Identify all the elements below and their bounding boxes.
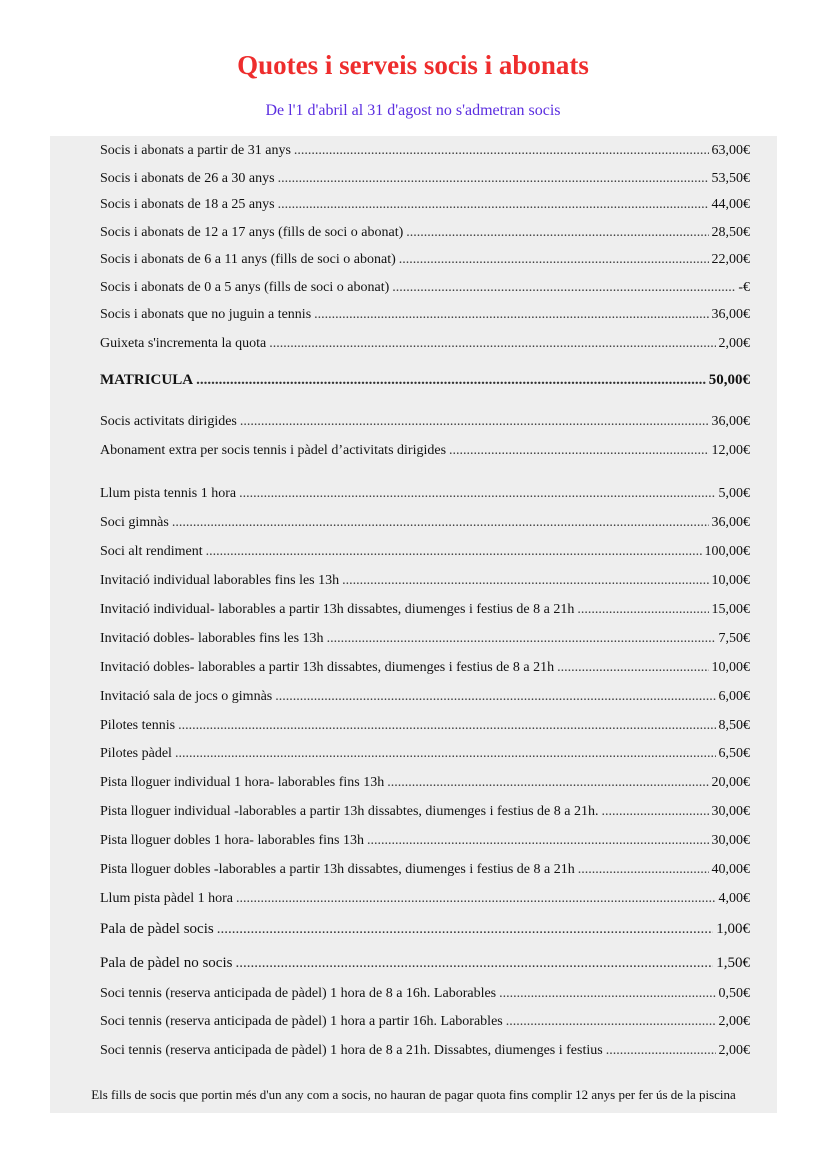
- price-row: [100, 804, 750, 824]
- item-price: 100,00€: [704, 544, 750, 559]
- leader-dots: [178, 718, 715, 734]
- item-label: Invitació dobles- laborables fins les 13h: [100, 631, 324, 646]
- item-label: Llum pista tennis 1 hora: [100, 486, 237, 501]
- leader-dots: [606, 1043, 716, 1059]
- item-price: 44,00€: [711, 197, 750, 212]
- price-row: [100, 280, 750, 300]
- price-row: [100, 225, 750, 245]
- item-price: 6,00€: [718, 689, 750, 704]
- item-label: Socis i abonats de 6 a 11 anys (fills de soci o abonat): [100, 252, 396, 267]
- price-row: [100, 986, 750, 1006]
- price-row: [100, 660, 750, 680]
- price-row: [100, 544, 750, 564]
- leader-dots: [196, 372, 706, 389]
- leader-dots: [294, 143, 709, 159]
- leader-dots: [577, 602, 708, 618]
- item-price: 28,50€: [711, 225, 750, 240]
- item-label: Soci tennis (reserva anticipada de pàdel) 1 hora a partir 16h. Laborables: [100, 1014, 503, 1029]
- item-price: 15,00€: [711, 602, 750, 617]
- price-row: [100, 307, 750, 327]
- price-row: [100, 602, 750, 622]
- item-label: Socis i abonats a partir de 31 anys: [100, 143, 291, 158]
- price-row: [100, 573, 750, 593]
- price-row: [100, 171, 750, 191]
- item-price: 53,50€: [711, 171, 750, 186]
- price-row: [100, 833, 750, 853]
- item-label: Soci tennis (reserva anticipada de pàdel) 1 hora de 8 a 16h. Laborables: [100, 986, 497, 1001]
- item-price: 36,00€: [711, 414, 750, 429]
- item-label: Pista lloguer dobles 1 hora- laborables fins 13h: [100, 833, 365, 848]
- leader-dots: [406, 225, 708, 241]
- item-label: MATRICULA: [100, 372, 194, 388]
- leader-dots: [278, 197, 709, 213]
- price-row: [100, 955, 750, 975]
- price-row: [100, 631, 750, 651]
- item-price: 30,00€: [711, 804, 750, 819]
- item-label: Guixeta s'incrementa la quota: [100, 336, 267, 351]
- item-price: 8,50€: [718, 718, 750, 733]
- leader-dots: [399, 252, 709, 268]
- price-row: [100, 143, 750, 163]
- item-price: 6,50€: [718, 746, 750, 761]
- item-price: 5,00€: [718, 486, 750, 501]
- leader-dots: [342, 573, 708, 589]
- item-label: Socis i abonats que no juguin a tennis: [100, 307, 312, 322]
- item-price: 12,00€: [711, 443, 750, 458]
- price-row: [100, 414, 750, 434]
- page-title: Quotes i serveis socis i abonats: [237, 50, 589, 80]
- leader-dots: [506, 1014, 716, 1030]
- leader-dots: [601, 804, 708, 820]
- item-label: Invitació individual laborables fins les 13h: [100, 573, 340, 588]
- item-label: Invitació dobles- laborables a partir 13h dissabtes, diumenges i festius de 8 a 21h: [100, 660, 555, 675]
- item-label: Socis i abonats de 26 a 30 anys: [100, 171, 275, 186]
- item-price: 2,00€: [718, 1014, 750, 1029]
- price-row: [100, 718, 750, 738]
- item-label: Socis activitats dirigides: [100, 414, 237, 429]
- price-row: [100, 515, 750, 535]
- leader-dots: [387, 775, 708, 791]
- leader-dots: [175, 746, 716, 762]
- price-row: [100, 775, 750, 795]
- item-label: Soci tennis (reserva anticipada de pàdel) 1 hora de 8 a 21h. Dissabtes, diumenges i festius: [100, 1043, 603, 1058]
- item-label: Invitació sala de jocs o gimnàs: [100, 689, 273, 704]
- item-label: Soci gimnàs: [100, 515, 169, 530]
- item-label: Invitació individual- laborables a partir 13h dissabtes, diumenges i festius de 8 a 21h: [100, 602, 575, 617]
- item-price: 10,00€: [711, 660, 750, 675]
- item-price: 10,00€: [711, 573, 750, 588]
- price-row-matricula: [100, 372, 750, 392]
- item-price: 7,50€: [718, 631, 750, 646]
- item-label: Llum pista pàdel 1 hora: [100, 891, 233, 906]
- item-price: 1,00€: [716, 921, 750, 937]
- item-label: Socis i abonats de 0 a 5 anys (fills de soci o abonat): [100, 280, 390, 295]
- leader-dots: [240, 414, 709, 430]
- item-label: Pista lloguer individual 1 hora- laborables fins 13h: [100, 775, 385, 790]
- item-price: 20,00€: [711, 775, 750, 790]
- item-label: Pilotes pàdel: [100, 746, 172, 761]
- footer-note: Els fills de socis que portin més d'un any com a socis, no hauran de pagar quota fins complir 12 anys per fer ús de la piscina: [91, 1087, 736, 1102]
- leader-dots: [172, 515, 709, 531]
- price-row: [100, 197, 750, 217]
- price-row: [100, 746, 750, 766]
- price-row: [100, 1014, 750, 1034]
- item-label: Pala de pàdel no socis: [100, 955, 233, 971]
- leader-dots: [236, 891, 716, 907]
- item-price: 0,50€: [718, 986, 750, 1001]
- item-label: Pista lloguer individual -laborables a partir 13h dissabtes, diumenges i festius de 8 a 21h.: [100, 804, 599, 819]
- price-row: [100, 921, 750, 941]
- leader-dots: [392, 280, 735, 296]
- price-row: [100, 486, 750, 506]
- item-label: Socis i abonats de 18 a 25 anys: [100, 197, 275, 212]
- leader-dots: [278, 171, 709, 187]
- price-row: [100, 252, 750, 272]
- item-price: 50,00€: [708, 372, 750, 388]
- item-price: 36,00€: [711, 515, 750, 530]
- leader-dots: [578, 862, 709, 878]
- item-label: Pala de pàdel socis: [100, 921, 214, 937]
- price-row: [100, 891, 750, 911]
- leader-dots: [217, 921, 714, 938]
- item-price: 2,00€: [718, 1043, 750, 1058]
- leader-dots: [239, 486, 715, 502]
- leader-dots: [269, 336, 715, 352]
- price-row: [100, 336, 750, 356]
- item-price: 1,50€: [716, 955, 750, 971]
- page-subtitle: De l'1 d'abril al 31 d'agost no s'admetran socis: [265, 102, 561, 119]
- leader-dots: [449, 443, 708, 459]
- item-price: 40,00€: [711, 862, 750, 877]
- leader-dots: [275, 689, 715, 705]
- item-price: -€: [738, 280, 750, 295]
- leader-dots: [557, 660, 708, 676]
- item-price: 4,00€: [718, 891, 750, 906]
- item-label: Pilotes tennis: [100, 718, 176, 733]
- item-price: 2,00€: [718, 336, 750, 351]
- leader-dots: [206, 544, 702, 560]
- leader-dots: [499, 986, 715, 1002]
- price-row: [100, 1043, 750, 1063]
- item-price: 36,00€: [711, 307, 750, 322]
- leader-dots: [314, 307, 708, 323]
- price-row: [100, 862, 750, 882]
- leader-dots: [367, 833, 708, 849]
- item-label: Pista lloguer dobles -laborables a partir 13h dissabtes, diumenges i festius de 8 a 21h: [100, 862, 575, 877]
- item-label: Socis i abonats de 12 a 17 anys (fills de soci o abonat): [100, 225, 404, 240]
- leader-dots: [327, 631, 716, 647]
- item-price: 30,00€: [711, 833, 750, 848]
- item-label: Abonament extra per socis tennis i pàdel d’activitats dirigides: [100, 443, 447, 458]
- price-row: [100, 443, 750, 463]
- price-row: [100, 689, 750, 709]
- item-price: 63,00€: [711, 143, 750, 158]
- item-label: Soci alt rendiment: [100, 544, 203, 559]
- leader-dots: [235, 955, 713, 972]
- item-price: 22,00€: [711, 252, 750, 267]
